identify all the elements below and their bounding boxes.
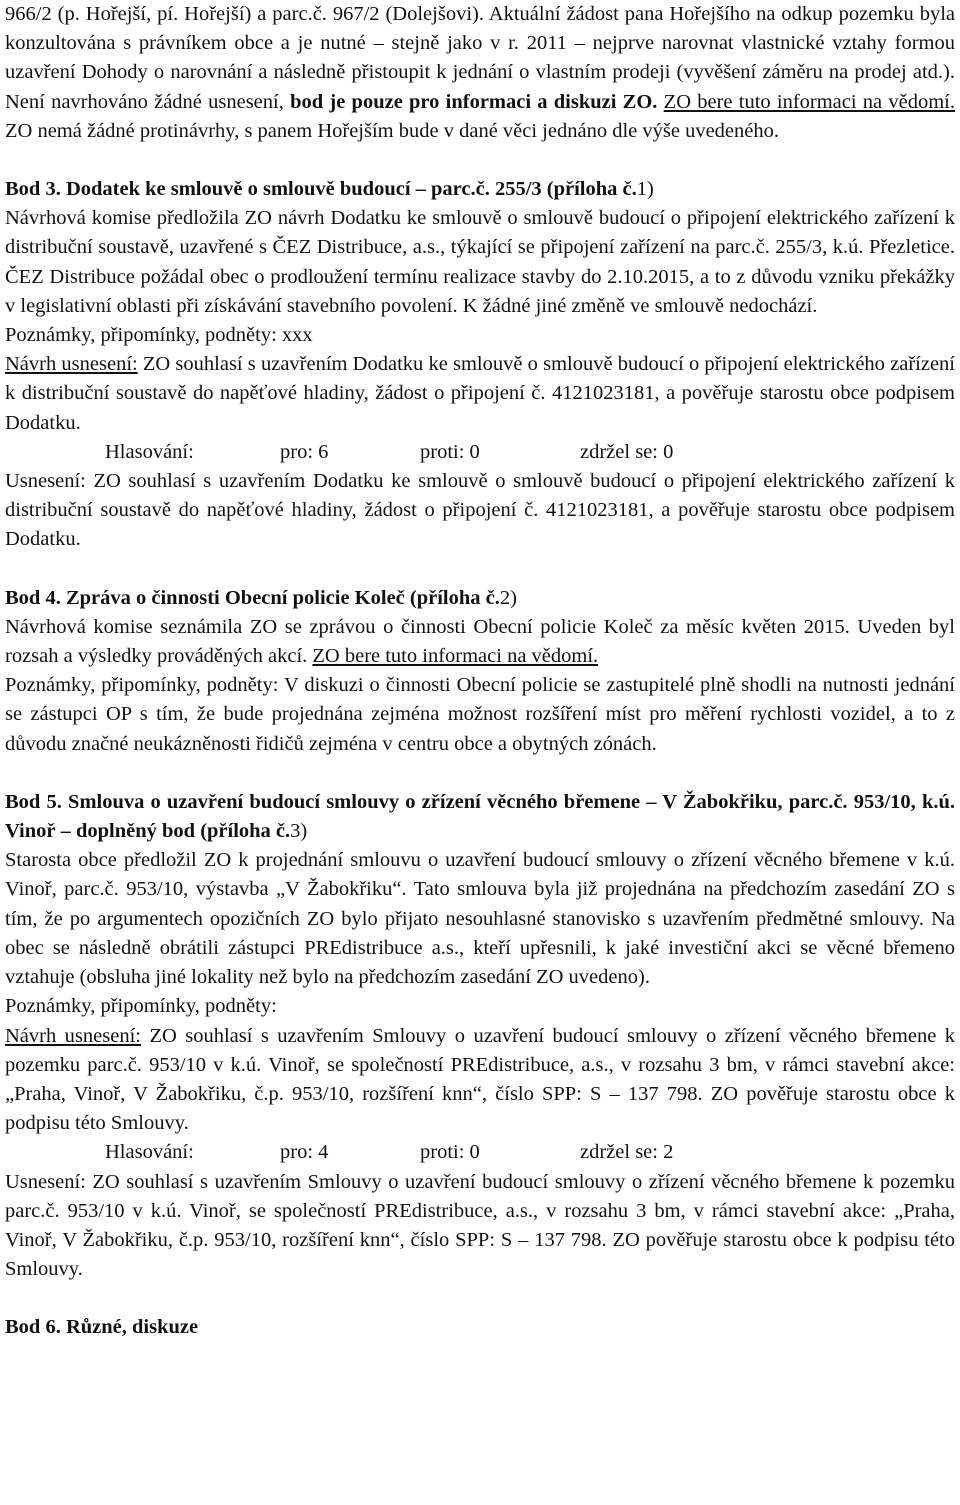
bod3-proposal-text: ZO souhlasí s uzavřením Dodatku ke smlouvě o smlouvě budoucí o připojení elektrického zařízení k distribuční soustavě do napěťové hladiny, žádost o připojení č. 4121023181, a pověřuje starostu obce podpisem Dodatku.	[5, 353, 955, 434]
intro-text-2: ZO nemá žádné protinávrhy, s panem Hořejším bude v dané věci jednáno dle výše uvedeného.	[5, 119, 779, 142]
bod4-attachment: 2)	[499, 586, 517, 609]
bod5-description: Starosta obce předložil ZO k projednání smlouvu o uzavření budoucí smlouvy o zřízení věcného břemene v k.ú. Vinoř, parc.č. 953/10, výstavba „V Žabokřiku“. Tato smlouva byla již projednána na předchozím zasedání ZO s tím, že po argumentech opozičních ZO bylo přijato nesouhlasné stanovisko s uzavřením předmětné smlouvy. Na obec se následně obrátili zástupci PREdistribuce a.s., kteří upřesnili, k jaké investiční akci se věcné břemeno vztahuje (obsluha jiné lokality než bylo na předchozím zasedání ZO uvedeno).	[5, 849, 955, 989]
bod5-number: Bod 5.	[5, 790, 62, 813]
bod5-vote-pro: pro: 4	[280, 1141, 329, 1164]
bod6-number: Bod 6.	[5, 1316, 61, 1339]
bod5-attachment: 3)	[290, 820, 308, 843]
bod3-vote-abstain: zdržel se: 0	[580, 440, 674, 463]
bod4-title: Zpráva o činnosti Obecní policie Koleč (příloha č.	[60, 586, 500, 609]
bod5-heading	[5, 788, 955, 846]
bod3-vote	[5, 438, 955, 467]
bod5-vote-abstain: zdržel se: 2	[580, 1141, 674, 1164]
bod4-description	[5, 613, 955, 671]
bod3-number: Bod 3.	[5, 178, 61, 201]
intro-paragraph	[5, 0, 955, 146]
bod4-description-text: Návrhová komise seznámila ZO se zprávou o činnosti Obecní policie Koleč za měsíc květen 2015. Uveden byl rozsah a výsledky prováděných akcí.	[5, 615, 955, 668]
bod3-proposal-label: Návrh usnesení:	[5, 353, 138, 376]
bod5-proposal-label: Návrh usnesení:	[5, 1024, 141, 1047]
intro-text: 966/2 (p. Hořejší, pí. Hořejší) a parc.č. 967/2 (Dolejšovi). Aktuální žádost pana Hořejšího na odkup pozemku byla konzultována s právníkem obce a je nutné – stejně jako v r. 2011 – nejprve narovnat vlastnické vztahy formou uzavření Dohody o narovnání a následně přistoupit k jednání o vlastním prodeji (vyvěšení záměru na prodej atd.). Není navrhováno žádné usnesení,	[5, 3, 955, 113]
bod4-heading	[5, 584, 955, 613]
bod3-attachment: 1)	[636, 178, 654, 201]
bod5-resolution	[5, 1168, 955, 1285]
bod4-notes: Poznámky, připomínky, podněty: V diskuzi o činnosti Obecní policie se zastupitelé plně shodli na nutnosti jednání se zástupci OP s tím, že bude projednána zejména možnost rozšíření míst pro měření rychlosti vozidel, a to z důvodu značné neukázněnosti řidičů zejména v centru obce a obytných zónách.	[5, 674, 955, 755]
bod3-title: Dodatek ke smlouvě o smlouvě budoucí – parc.č. 255/3 (příloha č.	[60, 178, 637, 201]
intro-acknowledgement: ZO bere tuto informaci na vědomí.	[663, 90, 955, 113]
bod3-vote-pro: pro: 6	[280, 440, 329, 463]
bod3-proposal	[5, 350, 955, 438]
bod5-proposal-text: ZO souhlasí s uzavřením Smlouvy o uzavření budoucí smlouvy o zřízení věcného břemene k pozemku parc.č. 953/10 v k.ú. Vinoř, se společností PREdistribuce, a.s., v rozsahu 3 bm, v rámci stavební akce: „Praha, Vinoř, V Žabokřiku, č.p. 953/10, rozšíření knn“, číslo SPP: S – 137 798. ZO pověřuje starostu obce k podpisu této Smlouvy.	[5, 1024, 955, 1135]
bod3-resolution	[5, 467, 955, 555]
bod5-title: Smlouva o uzavření budoucí smlouvy o zřízení věcného břemene – V Žabokřiku, parc.č. 953/10, k.ú. Vinoř – doplněný bod (příloha č.	[5, 790, 955, 843]
bod5-vote-proti: proti: 0	[420, 1141, 480, 1164]
bod3-vote-proti: proti: 0	[420, 440, 480, 463]
bod5-proposal	[5, 1022, 955, 1139]
intro-bold-note: bod je pouze pro informaci a diskuzi ZO.	[290, 90, 658, 113]
bod3-description: Návrhová komise předložila ZO návrh Dodatku ke smlouvě o smlouvě budoucí o připojení elektrického zařízení k distribuční soustavě, uzavřené s ČEZ Distribuce, a.s., týkající se připojení zařízení na parc.č. 255/3, k.ú. Přezletice. ČEZ Distribuce požádal obec o prodloužení termínu realizace stavby do 2.10.2015, a to z důvodu vzniku překážky v legislativní oblasti při získávání stavebního povolení. K žádné jiné změně ve smlouvě nedochází.	[5, 207, 955, 317]
document-page	[5, 0, 955, 1343]
bod3-resolution-text: ZO souhlasí s uzavřením Dodatku ke smlouvě o smlouvě budoucí o připojení elektrického zařízení k distribuční soustavě do napěťové hladiny, žádost o připojení č. 4121023181, a pověřuje starostu obce podpisem Dodatku.	[5, 470, 955, 551]
bod3-vote-label: Hlasování:	[105, 440, 194, 463]
bod5-notes: Poznámky, připomínky, podněty:	[5, 995, 277, 1018]
bod5-vote	[5, 1138, 955, 1167]
bod6-heading	[5, 1313, 955, 1342]
bod4-number: Bod 4.	[5, 586, 61, 609]
bod6-title: Různé, diskuze	[60, 1316, 199, 1339]
bod3-resolution-label: Usnesení:	[5, 470, 86, 493]
bod3-heading	[5, 175, 955, 204]
bod5-resolution-text: ZO souhlasí s uzavřením Smlouvy o uzavření budoucí smlouvy o zřízení věcného břemene k pozemku parc.č. 953/10 v k.ú. Vinoř, se společností PREdistribuce, a.s., v rozsahu 3 bm, v rámci stavební akce: „Praha, Vinoř, V Žabokřiku, č.p. 953/10, rozšíření knn“, číslo SPP: S – 137 798. ZO pověřuje starostu obce k podpisu této Smlouvy.	[5, 1170, 955, 1281]
bod5-resolution-label: Usnesení:	[5, 1170, 86, 1193]
bod4-acknowledgement: ZO bere tuto informaci na vědomí.	[312, 645, 599, 668]
bod3-notes: Poznámky, připomínky, podněty: xxx	[5, 324, 313, 347]
bod5-vote-label: Hlasování:	[105, 1141, 194, 1164]
